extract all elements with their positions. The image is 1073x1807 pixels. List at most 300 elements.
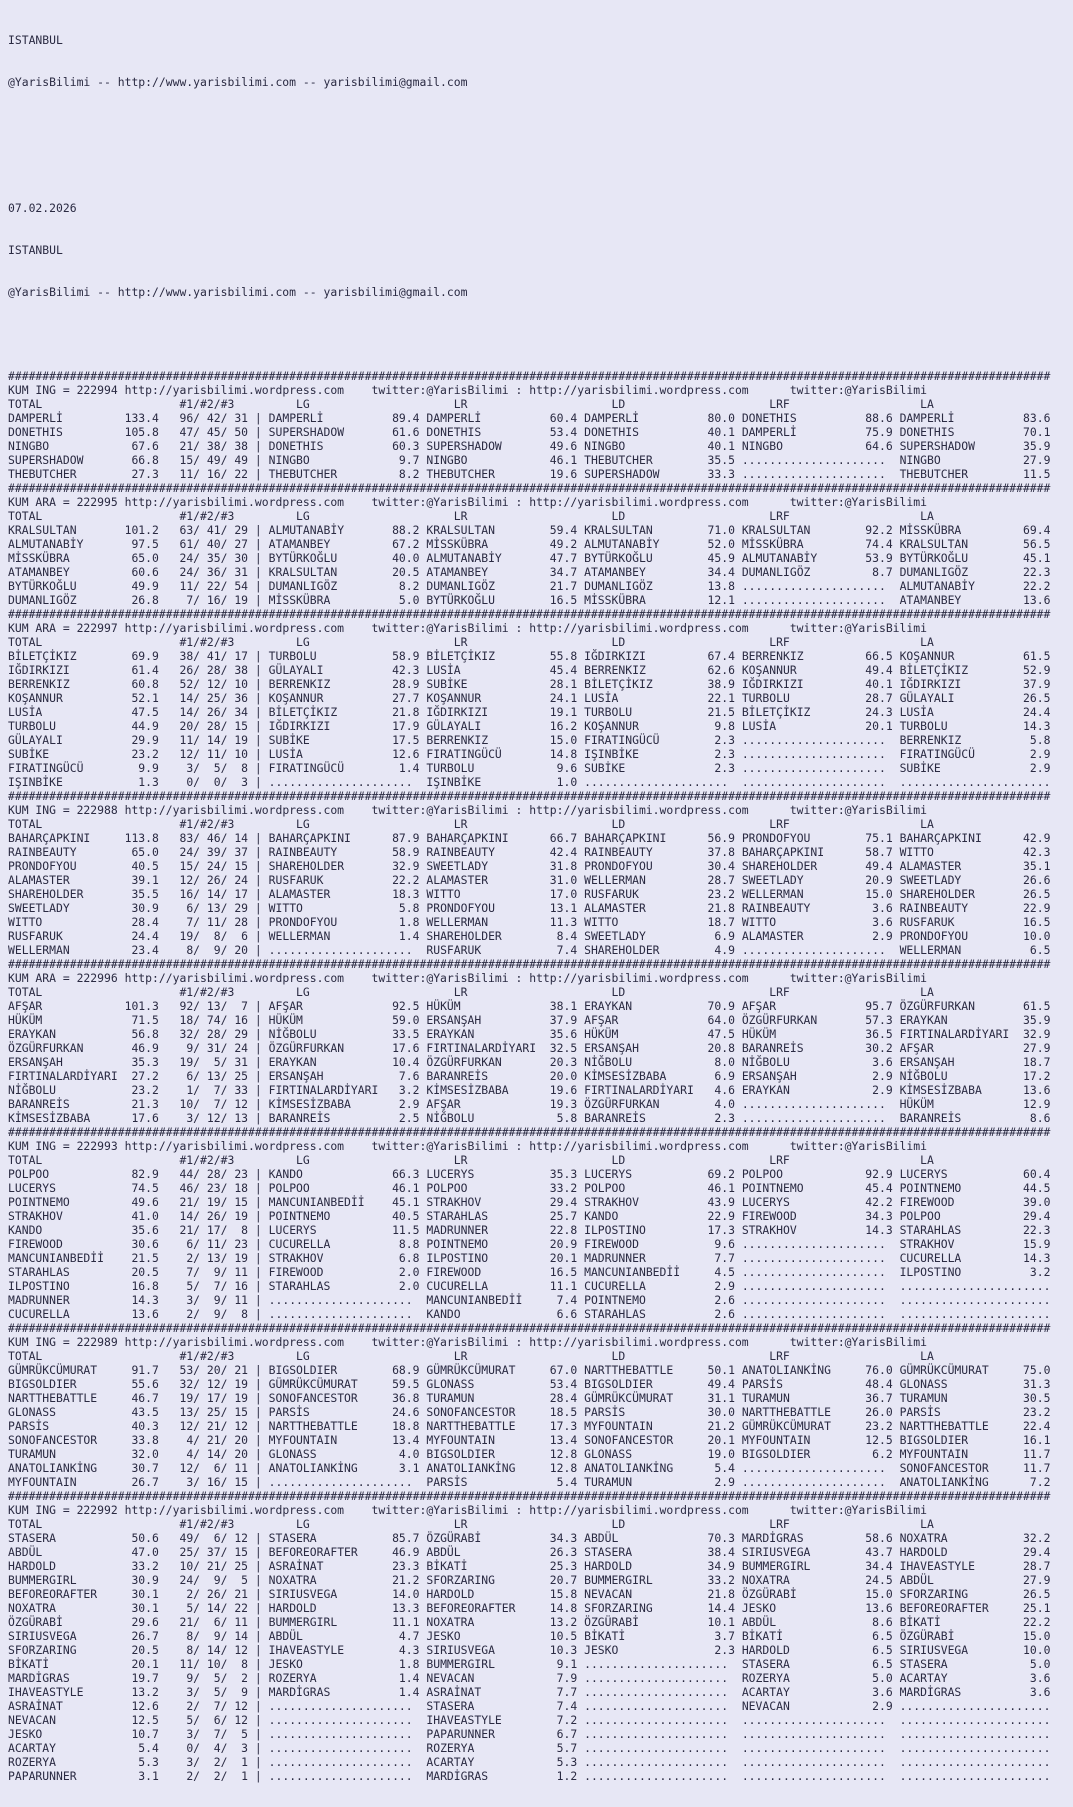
total-value: 12.5	[124, 1713, 159, 1727]
ld-entry: ATAMANBEY 34.4	[584, 565, 742, 579]
la-entry: SONOFANCESTOR 11.7	[899, 1461, 1051, 1475]
column-header-line	[8, 985, 1073, 999]
lg-entry: BYTÜRKOĞLU 40.0	[268, 551, 427, 565]
column-headers: TOTAL #1/#2/#3 LG LR LD LRF LA	[8, 397, 934, 411]
ld-entry: POINTNEMO 2.6	[584, 1293, 742, 1307]
column-divider: |	[248, 453, 269, 467]
lr-entry: GÜLAYALI 16.2	[426, 719, 585, 733]
ld-entry: ILPOSTINO 17.3	[584, 1223, 742, 1237]
lrf-entry: SHAREHOLDER 49.4	[741, 859, 900, 873]
lg-entry: ALAMASTER 18.3	[268, 887, 427, 901]
la-entry: WITTO 42.3	[899, 845, 1051, 859]
lrf-entry: .....................	[741, 943, 900, 957]
data-row	[8, 1629, 1073, 1643]
counts-value: 3/ 12/ 13	[158, 1111, 249, 1125]
column-divider: |	[248, 467, 269, 481]
data-row	[8, 1013, 1073, 1027]
lg-entry: .....................	[268, 1769, 427, 1783]
total-value: 40.3	[124, 1419, 159, 1433]
horse-name: FIREWOOD	[8, 1237, 125, 1251]
data-row	[8, 719, 1073, 733]
lrf-entry: BİLETÇİKIZ 24.3	[741, 705, 900, 719]
column-divider: |	[248, 1181, 269, 1195]
lg-entry: POINTNEMO 40.5	[268, 1209, 427, 1223]
counts-value: 12/ 6/ 11	[158, 1461, 249, 1475]
lr-entry: GLONASS 53.4	[426, 1377, 585, 1391]
lrf-entry: ACARTAY 3.6	[741, 1685, 900, 1699]
lr-entry: STARAHLAS 25.7	[426, 1209, 585, 1223]
lg-entry: RAINBEAUTY 58.9	[268, 845, 427, 859]
horse-name: ACARTAY	[8, 1741, 125, 1755]
lg-entry: RUSFARUK 22.2	[268, 873, 427, 887]
lg-entry: .....................	[268, 1307, 427, 1321]
lg-entry: NİĞBOLU 33.5	[268, 1027, 427, 1041]
la-entry: BIGSOLDIER 16.1	[899, 1433, 1051, 1447]
total-value: 26.7	[124, 1475, 159, 1489]
site-url: : http://yarisbilimi.wordpress.com	[508, 495, 749, 509]
column-divider: |	[248, 663, 269, 677]
column-divider: |	[248, 649, 269, 663]
lrf-entry: .....................	[741, 1265, 900, 1279]
lr-entry: BIGSOLDIER 12.8	[426, 1447, 585, 1461]
la-entry: SIRIUSVEGA 10.0	[899, 1643, 1051, 1657]
block-title-line	[8, 803, 1073, 817]
preamble-city: ISTANBUL	[8, 33, 63, 47]
total-value: 47.0	[124, 1545, 159, 1559]
lrf-entry: .....................	[741, 453, 900, 467]
lr-entry: HÜKÜM 38.1	[426, 999, 585, 1013]
column-divider: |	[248, 523, 269, 537]
lrf-entry: BERRENKIZ 66.5	[741, 649, 900, 663]
ld-entry: FIRATINGÜCÜ 2.3	[584, 733, 742, 747]
lrf-entry: .....................	[741, 1307, 900, 1321]
total-value: 49.6	[124, 1195, 159, 1209]
ld-entry: WELLERMAN 28.7	[584, 873, 742, 887]
total-value: 69.9	[124, 649, 159, 663]
counts-value: 11/ 22/ 54	[158, 579, 249, 593]
total-value: 30.7	[124, 1461, 159, 1475]
lrf-entry: .....................	[741, 733, 900, 747]
la-entry: KOŞANNUR 61.5	[899, 649, 1051, 663]
lr-entry: SWEETLADY 31.8	[426, 859, 585, 873]
column-divider: |	[248, 537, 269, 551]
horse-name: BERRENKIZ	[8, 677, 125, 691]
column-divider: |	[248, 1447, 269, 1461]
ld-entry: RUSFARUK 23.2	[584, 887, 742, 901]
site-url: : http://yarisbilimi.wordpress.com	[508, 803, 749, 817]
lrf-entry: ÖZGÜRABİ 15.0	[741, 1587, 900, 1601]
lr-entry: GÜMRÜKCÜMURAT 67.0	[426, 1363, 585, 1377]
la-entry: SUPERSHADOW 35.9	[899, 439, 1051, 453]
lr-entry: SONOFANCESTOR 18.5	[426, 1405, 585, 1419]
lg-entry: GLONASS 4.0	[268, 1447, 427, 1461]
hash-separator: ########################################################################################################################################################	[8, 957, 1051, 971]
lrf-entry: ALAMASTER 2.9	[741, 929, 900, 943]
horse-name: RUSFARUK	[8, 929, 125, 943]
column-divider: |	[248, 1545, 269, 1559]
lrf-entry: STRAKHOV 14.3	[741, 1223, 900, 1237]
lg-entry: .....................	[268, 1699, 427, 1713]
horse-name: SUBİKE	[8, 747, 125, 761]
lg-entry: KANDO 66.3	[268, 1167, 427, 1181]
lg-entry: FIRATINGÜCÜ 1.4	[268, 761, 427, 775]
horse-name: LUCERYS	[8, 1181, 125, 1195]
lr-entry: NEVACAN 7.9	[426, 1671, 585, 1685]
column-divider: |	[248, 1223, 269, 1237]
block-title: KUM ING = 222994	[8, 383, 118, 397]
lr-entry: AFŞAR 19.3	[426, 1097, 585, 1111]
la-entry: KRALSULTAN 56.5	[899, 537, 1051, 551]
la-entry: MYFOUNTAIN 11.7	[899, 1447, 1051, 1461]
column-divider: |	[248, 1041, 269, 1055]
site-url: http://yarisbilimi.wordpress.com	[117, 803, 345, 817]
lr-entry: NİĞBOLU 5.8	[426, 1111, 585, 1125]
lrf-entry: MARDİGRAS 58.6	[741, 1531, 900, 1545]
total-value: 20.5	[124, 1643, 159, 1657]
horse-name: CUCURELLA	[8, 1307, 125, 1321]
data-row	[8, 579, 1073, 593]
total-value: 65.0	[124, 551, 159, 565]
column-divider: |	[248, 1559, 269, 1573]
horse-name: IĞDIRKIZI	[8, 663, 125, 677]
column-divider: |	[248, 579, 269, 593]
lr-entry: PARSİS 5.4	[426, 1475, 585, 1489]
lrf-entry: NOXATRA 24.5	[741, 1573, 900, 1587]
lrf-entry: JESKO 13.6	[741, 1601, 900, 1615]
data-row	[8, 1293, 1073, 1307]
ld-entry: BUMMERGIRL 33.2	[584, 1573, 742, 1587]
horse-name: IHAVEASTYLE	[8, 1685, 125, 1699]
data-row	[8, 411, 1073, 425]
total-value: 19.7	[124, 1671, 159, 1685]
total-value: 47.5	[124, 705, 159, 719]
data-row	[8, 1601, 1073, 1615]
ld-entry: .....................	[584, 1671, 742, 1685]
total-value: 46.9	[124, 1041, 159, 1055]
lg-entry: .....................	[268, 1727, 427, 1741]
lrf-entry: MYFOUNTAIN 12.5	[741, 1433, 900, 1447]
lrf-entry: NEVACAN 2.9	[741, 1699, 900, 1713]
data-row	[8, 1475, 1073, 1489]
site-url: http://yarisbilimi.wordpress.com	[117, 621, 345, 635]
site-url: : http://yarisbilimi.wordpress.com	[508, 1503, 749, 1517]
data-row	[8, 1223, 1073, 1237]
separator-line	[8, 1125, 1073, 1139]
column-divider: |	[248, 831, 269, 845]
ld-entry: ALAMASTER 21.8	[584, 901, 742, 915]
column-divider: |	[248, 1391, 269, 1405]
counts-value: 14/ 25/ 36	[158, 691, 249, 705]
total-value: 40.5	[124, 859, 159, 873]
data-row	[8, 873, 1073, 887]
ld-entry: BİKATİ 3.7	[584, 1629, 742, 1643]
counts-value: 12/ 21/ 12	[158, 1419, 249, 1433]
lr-entry: NARTTHEBATTLE 17.3	[426, 1419, 585, 1433]
lr-entry: BİKATİ 25.3	[426, 1559, 585, 1573]
ld-entry: ANATOLIANKİNG 5.4	[584, 1461, 742, 1475]
column-header-line	[8, 817, 1073, 831]
lr-entry: ALMUTANABİY 47.7	[426, 551, 585, 565]
data-row	[8, 1027, 1073, 1041]
horse-name: GLONASS	[8, 1405, 125, 1419]
lg-entry: THEBUTCHER 8.2	[268, 467, 427, 481]
lrf-entry: .....................	[741, 1251, 900, 1265]
block-title-line	[8, 495, 1073, 509]
ld-entry: GÜMRÜKCÜMURAT 31.1	[584, 1391, 742, 1405]
counts-value: 25/ 37/ 15	[158, 1545, 249, 1559]
horse-name: BARANREİS	[8, 1097, 125, 1111]
la-entry: ATAMANBEY 13.6	[899, 593, 1051, 607]
ld-entry: BYTÜRKOĞLU 45.9	[584, 551, 742, 565]
ld-entry: CUCURELLA 2.9	[584, 1279, 742, 1293]
la-entry: ÖZGÜRFURKAN 61.5	[899, 999, 1051, 1013]
lg-entry: BIGSOLDIER 68.9	[268, 1363, 427, 1377]
block-title-line	[8, 971, 1073, 985]
horse-name: ILPOSTINO	[8, 1279, 125, 1293]
site-url: http://yarisbilimi.wordpress.com	[117, 383, 345, 397]
column-divider: |	[248, 915, 269, 929]
la-entry: DONETHIS 70.1	[899, 425, 1051, 439]
counts-value: 8/ 9/ 14	[158, 1629, 249, 1643]
lrf-entry: DAMPERLİ 75.9	[741, 425, 900, 439]
ld-entry: ERAYKAN 70.9	[584, 999, 742, 1013]
lr-entry: IŞINBİKE 1.0	[426, 775, 585, 789]
data-row	[8, 1433, 1073, 1447]
column-divider: |	[248, 1265, 269, 1279]
lr-entry: DUMANLIGÖZ 21.7	[426, 579, 585, 593]
block-title: KUM ARA = 222995	[8, 495, 118, 509]
horse-name: ALMUTANABİY	[8, 537, 125, 551]
column-divider: |	[248, 551, 269, 565]
lrf-entry: .....................	[741, 467, 900, 481]
la-entry: STARAHLAS 22.3	[899, 1223, 1051, 1237]
data-row	[8, 943, 1073, 957]
preamble-credit: @YarisBilimi -- http://www.yarisbilimi.com -- yarisbilimi@gmail.com	[8, 285, 468, 299]
lr-entry: JESKO 10.5	[426, 1629, 585, 1643]
column-divider: |	[248, 1251, 269, 1265]
counts-value: 11/ 10/ 8	[158, 1657, 249, 1671]
lrf-entry: MİSSKÜBRA 74.4	[741, 537, 900, 551]
data-row	[8, 831, 1073, 845]
lg-entry: BEFOREORAFTER 46.9	[268, 1545, 427, 1559]
lrf-entry: SWEETLADY 20.9	[741, 873, 900, 887]
lr-entry: ATAMANBEY 34.7	[426, 565, 585, 579]
counts-value: 21/ 38/ 38	[158, 439, 249, 453]
lrf-entry: BAHARÇAPKINI 58.7	[741, 845, 900, 859]
data-row	[8, 425, 1073, 439]
site-url: http://yarisbilimi.wordpress.com	[117, 1503, 345, 1517]
ld-entry: SUPERSHADOW 33.3	[584, 467, 742, 481]
counts-value: 14/ 26/ 34	[158, 705, 249, 719]
data-row	[8, 1307, 1073, 1321]
lr-entry: SHAREHOLDER 8.4	[426, 929, 585, 943]
lr-entry: BARANREİS 20.0	[426, 1069, 585, 1083]
twitter-handle: twitter:@YarisBilimi	[344, 495, 509, 509]
data-row	[8, 1167, 1073, 1181]
counts-value: 5/ 14/ 22	[158, 1601, 249, 1615]
lr-entry: HARDOLD 15.8	[426, 1587, 585, 1601]
ld-entry: .....................	[584, 1699, 742, 1713]
column-headers: TOTAL #1/#2/#3 LG LR LD LRF LA	[8, 635, 934, 649]
lrf-entry: BİKATİ 6.5	[741, 1629, 900, 1643]
lg-entry: ABDÜL 4.7	[268, 1629, 427, 1643]
lrf-entry: BARANREİS 30.2	[741, 1041, 900, 1055]
twitter-handle: twitter:@YarisBilimi	[344, 971, 509, 985]
site-url: http://yarisbilimi.wordpress.com	[117, 1335, 345, 1349]
la-entry: POINTNEMO 44.5	[899, 1181, 1051, 1195]
separator-line	[8, 1321, 1073, 1335]
twitter-handle: twitter:@YarisBilimi	[748, 621, 927, 635]
data-row	[8, 593, 1073, 607]
la-entry: ERAYKAN 35.9	[899, 1013, 1051, 1027]
total-value: 30.1	[124, 1601, 159, 1615]
horse-name: PRONDOFYOU	[8, 859, 125, 873]
la-entry: SWEETLADY 26.6	[899, 873, 1051, 887]
site-url: http://yarisbilimi.wordpress.com	[117, 495, 345, 509]
la-entry: AFŞAR 27.9	[899, 1041, 1051, 1055]
total-value: 29.9	[124, 733, 159, 747]
lg-entry: CUCURELLA 8.8	[268, 1237, 427, 1251]
horse-name: MARDİGRAS	[8, 1671, 125, 1685]
lg-entry: .....................	[268, 1741, 427, 1755]
counts-value: 3/ 7/ 5	[158, 1727, 249, 1741]
data-row	[8, 439, 1073, 453]
lr-entry: ILPOSTINO 20.1	[426, 1251, 585, 1265]
counts-value: 32/ 12/ 19	[158, 1377, 249, 1391]
data-row	[8, 1265, 1073, 1279]
lr-entry: PAPARUNNER 6.7	[426, 1727, 585, 1741]
counts-value: 19/ 8/ 6	[158, 929, 249, 943]
data-row	[8, 1041, 1073, 1055]
lg-entry: .....................	[268, 1713, 427, 1727]
counts-value: 8/ 14/ 12	[158, 1643, 249, 1657]
site-url: : http://yarisbilimi.wordpress.com	[508, 383, 749, 397]
data-row	[8, 1559, 1073, 1573]
twitter-handle: twitter:@YarisBilimi	[748, 971, 927, 985]
lg-entry: NINGBO 9.7	[268, 453, 427, 467]
lrf-entry: .....................	[741, 1741, 900, 1755]
column-divider: |	[248, 705, 269, 719]
la-entry: POLPOO 29.4	[899, 1209, 1051, 1223]
ld-entry: MADRUNNER 7.7	[584, 1251, 742, 1265]
lrf-entry: POINTNEMO 45.4	[741, 1181, 900, 1195]
data-row	[8, 537, 1073, 551]
horse-name: MYFOUNTAIN	[8, 1475, 125, 1489]
data-row	[8, 1741, 1073, 1755]
lr-entry: PRONDOFYOU 13.1	[426, 901, 585, 915]
data-row	[8, 1685, 1073, 1699]
ld-entry: MANCUNIANBEDİİ 4.5	[584, 1265, 742, 1279]
horse-name: ERSANŞAH	[8, 1055, 125, 1069]
separator-line	[8, 957, 1073, 971]
counts-value: 5/ 6/ 12	[158, 1713, 249, 1727]
data-row	[8, 1097, 1073, 1111]
total-value: 14.3	[124, 1293, 159, 1307]
lrf-entry: KOŞANNUR 49.4	[741, 663, 900, 677]
lg-entry: ROZERYA 1.4	[268, 1671, 427, 1685]
ld-entry: FIRTINALARDİYARI 4.6	[584, 1083, 742, 1097]
column-divider: |	[248, 1405, 269, 1419]
column-divider: |	[248, 1713, 269, 1727]
column-divider: |	[248, 1363, 269, 1377]
site-url: : http://yarisbilimi.wordpress.com	[508, 971, 749, 985]
horse-name: NİĞBOLU	[8, 1083, 125, 1097]
counts-value: 7/ 11/ 28	[158, 915, 249, 929]
column-divider: |	[248, 1461, 269, 1475]
la-entry: RAINBEAUTY 22.9	[899, 901, 1051, 915]
horse-name: ALAMASTER	[8, 873, 125, 887]
total-value: 35.5	[124, 887, 159, 901]
lg-entry: KİMSESİZBABA 2.9	[268, 1097, 427, 1111]
ld-entry: TURAMUN 2.9	[584, 1475, 742, 1489]
ld-entry: .....................	[584, 1685, 742, 1699]
total-value: 56.8	[124, 1027, 159, 1041]
column-divider: |	[248, 1055, 269, 1069]
horse-name: SONOFANCESTOR	[8, 1433, 125, 1447]
lr-entry: THEBUTCHER 19.6	[426, 467, 585, 481]
lg-entry: KOŞANNUR 27.7	[268, 691, 427, 705]
data-row	[8, 1755, 1073, 1769]
lr-entry: SUPERSHADOW 49.6	[426, 439, 585, 453]
data-row	[8, 1055, 1073, 1069]
lrf-entry: .....................	[741, 1237, 900, 1251]
counts-value: 15/ 24/ 15	[158, 859, 249, 873]
la-entry: ......................	[899, 1755, 1051, 1769]
column-divider: |	[248, 1601, 269, 1615]
column-divider: |	[248, 593, 269, 607]
separator-line	[8, 789, 1073, 803]
column-divider: |	[248, 411, 269, 425]
lr-entry: BUMMERGIRL 9.1	[426, 1657, 585, 1671]
horse-name: BYTÜRKOĞLU	[8, 579, 125, 593]
ld-entry: SWEETLADY 6.9	[584, 929, 742, 943]
site-url: http://yarisbilimi.wordpress.com	[117, 1139, 345, 1153]
total-value: 46.7	[124, 1391, 159, 1405]
horse-name: NEVACAN	[8, 1713, 125, 1727]
lg-entry: SUBİKE 17.5	[268, 733, 427, 747]
horse-name: MİSSKÜBRA	[8, 551, 125, 565]
horse-name: FIRATINGÜCÜ	[8, 761, 125, 775]
total-value: 12.6	[124, 1699, 159, 1713]
data-row	[8, 467, 1073, 481]
horse-name: TURBOLU	[8, 719, 125, 733]
data-row	[8, 747, 1073, 761]
block-title: KUM ING = 222992	[8, 1503, 118, 1517]
column-divider: |	[248, 1377, 269, 1391]
column-divider: |	[248, 761, 269, 775]
counts-value: 24/ 36/ 31	[158, 565, 249, 579]
lrf-entry: .....................	[741, 775, 900, 789]
lg-entry: IHAVEASTYLE 4.3	[268, 1643, 427, 1657]
la-entry: HARDOLD 29.4	[899, 1545, 1051, 1559]
column-divider: |	[248, 1167, 269, 1181]
lr-entry: BEFOREORAFTER 14.8	[426, 1601, 585, 1615]
block-title: KUM ARA = 222997	[8, 621, 118, 635]
horse-name: NOXATRA	[8, 1601, 125, 1615]
horse-name: TURAMUN	[8, 1447, 125, 1461]
la-entry: ANATOLIANKİNG 7.2	[899, 1475, 1051, 1489]
ld-entry: KOŞANNUR 9.8	[584, 719, 742, 733]
ld-entry: FIREWOOD 9.6	[584, 1237, 742, 1251]
ld-entry: GLONASS 19.0	[584, 1447, 742, 1461]
data-row	[8, 1573, 1073, 1587]
la-entry: ACARTAY 3.6	[899, 1671, 1051, 1685]
lg-entry: NOXATRA 21.2	[268, 1573, 427, 1587]
data-row	[8, 1671, 1073, 1685]
data-row	[8, 649, 1073, 663]
data-row	[8, 1209, 1073, 1223]
data-row	[8, 1643, 1073, 1657]
